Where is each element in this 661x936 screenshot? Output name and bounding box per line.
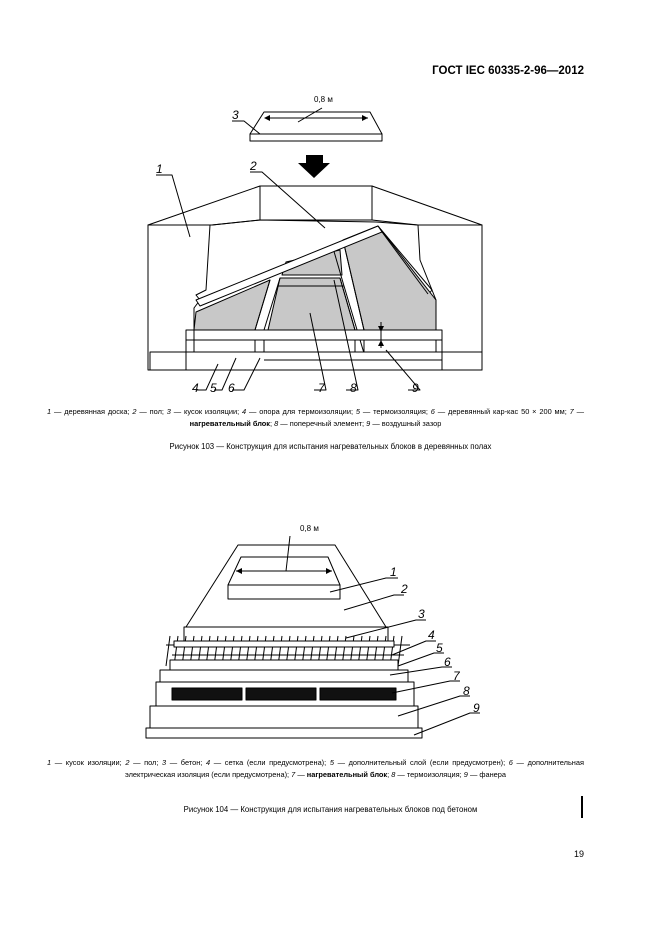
callout-9: 9 [412, 381, 419, 395]
layer-stack [146, 536, 422, 738]
legend-number: 4 [206, 758, 211, 767]
callout-104-3: 3 [418, 607, 425, 621]
legend-text: — пол; [129, 758, 163, 767]
legend-text: — дополнительная электрическая изоляция (если предусмотрена); [125, 758, 584, 779]
callout-104-7: 7 [453, 669, 460, 683]
legend-text: — воздушный зазор [370, 418, 442, 428]
legend-text: — пол; [136, 407, 167, 416]
callout-1: 1 [156, 162, 163, 176]
dimension-label-104: 0,8 м [300, 524, 319, 533]
insulation-piece [250, 108, 382, 141]
legend-number: 3 [162, 758, 167, 767]
legend-text: — термоизоляция; [359, 407, 431, 416]
legend-number: 4 [242, 407, 247, 416]
callout-2: 2 [250, 159, 257, 173]
callout-5: 5 [210, 381, 217, 395]
figure-103-caption: Рисунок 103 — Конструкция для испытания нагревательных блоков в деревянных полах [169, 442, 492, 451]
callout-104-1: 1 [390, 565, 397, 579]
page-number: 19 [573, 849, 584, 859]
legend-number: 8 [391, 769, 396, 779]
legend-number: 5 [329, 758, 334, 767]
legend-bold-term: нагревательный блок [306, 769, 388, 779]
legend-number: 6 [508, 758, 513, 767]
mesh-wire [166, 636, 170, 666]
legend-number: 5 [355, 407, 360, 416]
legend-text: — поперечный элемент; [278, 418, 367, 428]
legend-number: 2 [132, 407, 137, 416]
legend-number: 8 [274, 418, 279, 428]
legend-text: — кусок изоляции; [170, 407, 243, 416]
callout-104-5: 5 [436, 641, 443, 655]
legend-text: — деревянный кар-кас 50 × 200 мм; [434, 407, 570, 416]
legend-number: 9 [366, 418, 371, 428]
legend-text: — дополнительный слой (если предусмотрен); [333, 758, 509, 767]
legend-text: — [295, 769, 307, 779]
callout-104-6: 6 [444, 655, 451, 669]
figure-103-legend [47, 406, 584, 429]
legend-number: 1 [47, 407, 52, 416]
callout-104-2: 2 [401, 582, 408, 596]
callout-7: 7 [318, 381, 325, 395]
callout-4: 4 [192, 381, 199, 395]
down-arrow-icon [298, 155, 330, 178]
legend-number: 1 [47, 758, 52, 767]
legend-text: ; [387, 769, 392, 779]
callout-104-9: 9 [473, 701, 480, 715]
legend-number: 2 [125, 758, 130, 767]
legend-number: 3 [166, 407, 171, 416]
callout-8: 8 [350, 381, 357, 395]
dimension-label-103: 0,8 м [314, 95, 333, 104]
legend-text: ; [270, 418, 275, 428]
legend-text: — деревянная доска; [51, 407, 133, 416]
figure-104-legend [47, 757, 584, 780]
standard-header: ГОСТ IEC 60335-2-96—2012 [432, 65, 584, 77]
callout-104-8: 8 [463, 684, 470, 698]
legend-text: — опора для термоизоляции; [246, 407, 356, 416]
legend-number: 6 [430, 407, 435, 416]
change-bar [581, 796, 583, 818]
legend-text: — фанера [467, 769, 506, 779]
legend-number: 9 [463, 769, 468, 779]
legend-number: 7 [291, 769, 296, 779]
legend-text: — бетон; [166, 758, 206, 767]
figure-104-drawing [0, 515, 661, 745]
callout-3: 3 [232, 108, 239, 122]
legend-bold-term: нагревательный блок [189, 418, 271, 428]
legend-text: — сетка (если предусмотрена); [210, 758, 330, 767]
legend-text: — [573, 407, 584, 416]
legend-text: — термоизоляция; [395, 769, 464, 779]
figure-103-drawing [0, 85, 661, 400]
callout-6: 6 [228, 381, 235, 395]
legend-text: — кусок изоляции; [51, 758, 126, 767]
figure-104-caption: Рисунок 104 — Конструкция для испытания нагревательных блоков под бетоном [183, 805, 478, 814]
callout-104-4: 4 [428, 628, 435, 642]
legend-number: 7 [569, 407, 574, 416]
